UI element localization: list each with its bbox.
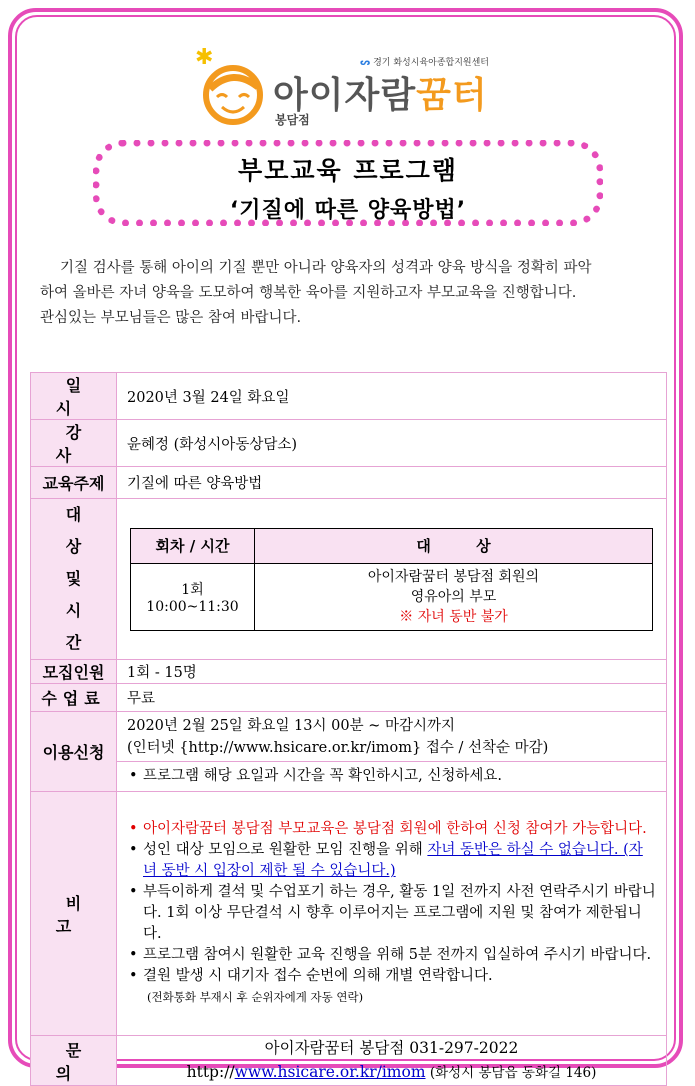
list-item: • 프로그램 참여시 원활한 교육 진행을 위해 5분 전까지 입실하여 주시기 바랍니다. bbox=[141, 945, 656, 966]
schedule-table: 회차 / 시간 대 상 1회 10:00~11:30 아이자람꿈터 봉담점 회원의 영유아의 부모 ※ 자녀 동반 불가 bbox=[130, 528, 653, 631]
row-contact: 문 의 아이자람꿈터 봉담점 031-297-2022 http://www.hsicare.or.kr/imom (화성시 봉담읍 동화길 146) bbox=[31, 1036, 667, 1086]
title-box bbox=[93, 140, 603, 226]
logo-name: 아이자람꿈터 bbox=[273, 75, 488, 116]
logo bbox=[195, 45, 495, 130]
row-date: 일 시 2020년 3월 24일 화요일 bbox=[31, 373, 667, 420]
list-item: • 성인 대상 모임으로 원활한 모임 진행을 위해 자녀 동반은 하실 수 없습니다. (자녀 동반 시 입장이 제한 될 수 있습니다.) bbox=[141, 840, 656, 882]
list-item: • 결원 발생 시 대기자 접수 순번에 의해 개별 연락합니다. (전화통화 부재시 후 순위자에게 자동 연락) bbox=[141, 966, 656, 1008]
list-item: • 부득이하게 결석 및 수업포기 하는 경우, 활동 1일 전까지 사전 연락주시기 바랍니다. 1회 이상 무단결석 시 향후 이루어지는 프로그램에 지원 및 참여가 제한됩니다. bbox=[141, 882, 656, 945]
row-recruit: 모집인원 1회 - 15명 bbox=[31, 660, 667, 684]
org-mark-icon: ᔕ bbox=[360, 58, 371, 68]
page-subtitle: ‘기질에 따른 양육방법’ bbox=[229, 198, 467, 223]
info-table: 일 시 2020년 3월 24일 화요일 강 사 윤혜정 (화성시아동상담소) 교육주제 기질에 따른 양육방법 대 상 및 시 간 회차 / 시간 대 상 1회 10:00~11:30 아이자람꿈터 봉담점 회원의 영유아의 부모 ※ 자녀 동반 불가 모집인원 1회 - 15명 수업료 무료 이용신청 2020년 2월 25일 화요일 13시 00분 ~ 마감시까지 (인터넷 {http://www.hsicare.or.kr/imom} 접수 / 선착순 마감) • 프로그램 해당 요일과 시간을 꼭 확인하시고, 신청하세요. 비 고 • 아이자람꿈터 봉담점 부모교육은 봉담점 회원에 한하여 신청 참여가 가능합니다. • 성인 대상 모임으로 원활한 모임 진행을 위해 자녀 동반은 하실 수 없습니다. (자녀 동반 시 입장이 제한 될 수 있습니다.) • 부득이하게 결석 및 수업포기 하는 경우, 활동 1일 전까지 사전 연락주시기 바랍니다. 1회 이상 무단결석 시 향후 이루어지는 프로그램에 지원 및 참여가 제한됩니다. • 프로그램 참여시 원활한 교육 진행을 위해 5분 전까지 입실하여 주시기 바랍니다. • 결원 발생 시 대기자 접수 순번에 의해 개별 연락합니다. (전화통화 부재시 후 순위자에게 자동 연락) 문 의 아이자람꿈터 봉담점 031-297-2022 http://www.hsicare.or.kr/imom (화성시 봉담읍 동화길 146) bbox=[30, 372, 667, 1086]
list-item: • 아이자람꿈터 봉담점 부모교육은 봉담점 회원에 한하여 신청 참여가 가능합니다. bbox=[141, 819, 656, 840]
remarks-list bbox=[127, 819, 656, 1008]
row-target: 대 상 및 시 간 회차 / 시간 대 상 1회 10:00~11:30 아이자람꿈터 봉담점 회원의 영유아의 부모 ※ 자녀 동반 불가 bbox=[31, 499, 667, 660]
row-lecturer: 강 사 윤혜정 (화성시아동상담소) bbox=[31, 420, 667, 467]
page-title: 부모교육 프로그램 bbox=[238, 156, 458, 185]
row-apply: 이용신청 2020년 2월 25일 화요일 13시 00분 ~ 마감시까지 (인터넷 {http://www.hsicare.or.kr/imom} 접수 / 선착순 마감) bbox=[31, 712, 667, 762]
star-icon: ✱ bbox=[195, 45, 214, 70]
child-face-icon bbox=[200, 63, 266, 125]
row-remarks: 비 고 • 아이자람꿈터 봉담점 부모교육은 봉담점 회원에 한하여 신청 참여가 가능합니다. • 성인 대상 모임으로 원활한 모임 진행을 위해 자녀 동반은 하실 수 없습니다. (자녀 동반 시 입장이 제한 될 수 있습니다.) • 부득이하게 결석 및 수업포기 하는 경우, 활동 1일 전까지 사전 연락주시기 바랍니다. 1회 이상 무단결석 시 향후 이루어지는 프로그램에 지원 및 참여가 제한됩니다. • 프로그램 참여시 원활한 교육 진행을 위해 5분 전까지 입실하여 주시기 바랍니다. • 결원 발생 시 대기자 접수 순번에 의해 개별 연락합니다. (전화통화 부재시 후 순위자에게 자동 연락) bbox=[31, 792, 667, 1036]
org-name: ᔕ 경기 화성시육아종합지원센터 bbox=[360, 58, 489, 68]
row-topic: 교육주제 기질에 따른 양육방법 bbox=[31, 467, 667, 499]
row-fee: 수업료 무료 bbox=[31, 684, 667, 712]
intro-text: 기질 검사를 통해 아이의 기질 뿐만 아니라 양육자의 성격과 양육 방식을 정확히 파악 하여 올바른 자녀 양육을 도모하여 행복한 육아를 지원하고자 부모교육을 진행합니다. 관심있는 부모님들은 많은 참여 바랍니다. bbox=[40, 260, 592, 326]
no-children-warning: ※ 자녀 동반 불가 bbox=[399, 608, 508, 625]
contact-link[interactable]: www.hsicare.or.kr/imom bbox=[234, 1063, 426, 1081]
logo-branch: 봉담점 bbox=[275, 113, 310, 127]
